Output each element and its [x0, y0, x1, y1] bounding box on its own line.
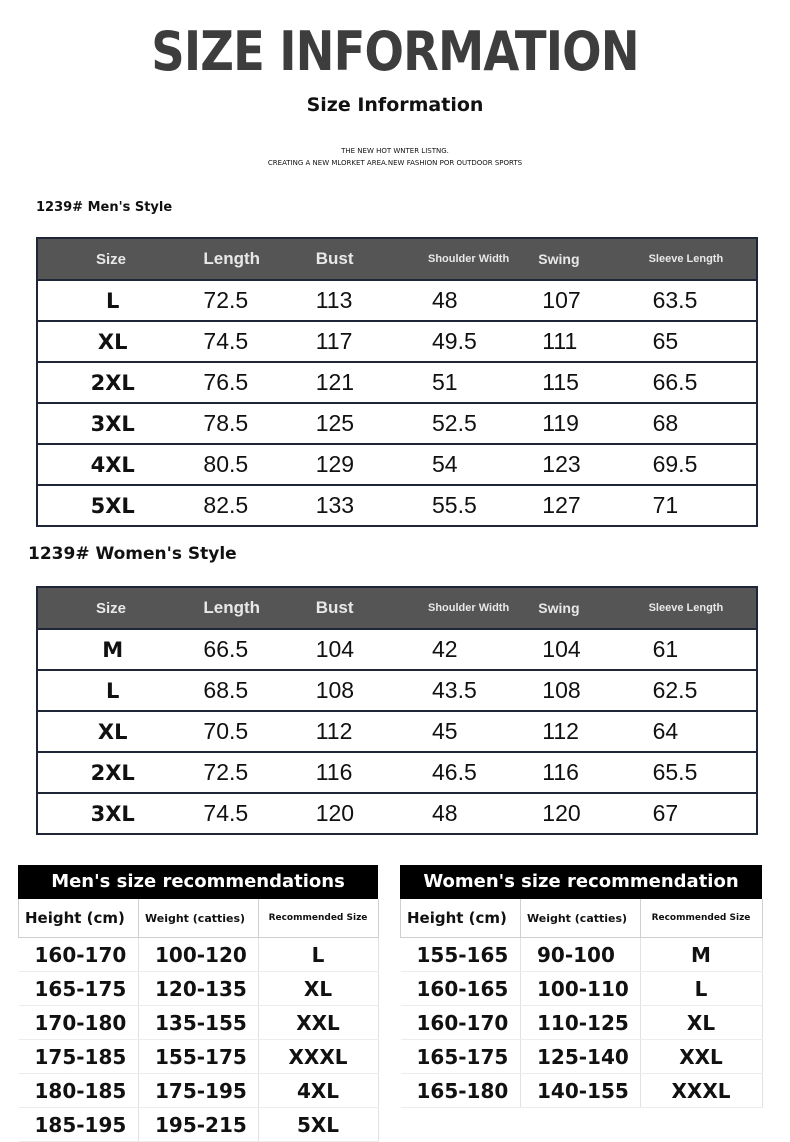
table-row: [401, 938, 763, 972]
size-cell: 3XL: [37, 793, 187, 834]
swing-cell: 112: [522, 711, 632, 752]
col-bust-header: Bust: [300, 238, 412, 280]
length-cell: 80.5: [187, 444, 299, 485]
tagline-line-1: THE NEW HOT WNTER LISTNG.: [341, 147, 449, 155]
table-header-row: [19, 899, 379, 938]
table-header-row: [37, 587, 757, 629]
table-row: [37, 629, 757, 670]
table-header-row: [401, 899, 763, 938]
table-header-row: [37, 238, 757, 280]
size-cell: 2XL: [37, 752, 187, 793]
col-sleeve-header: Sleeve Length: [633, 587, 757, 629]
sleeve-cell: 65: [633, 321, 757, 362]
shoulder-cell: 54: [412, 444, 522, 485]
shoulder-cell: 42: [412, 629, 522, 670]
height-cell: 185-195: [19, 1108, 139, 1142]
swing-cell: 108: [522, 670, 632, 711]
swing-cell: 127: [522, 485, 632, 526]
bust-cell: 116: [300, 752, 412, 793]
swing-cell: 119: [522, 403, 632, 444]
shoulder-cell: 51: [412, 362, 522, 403]
womens-style-label: 1239# Women's Style: [28, 544, 237, 564]
table-row: [37, 752, 757, 793]
size-cell: 3XL: [37, 403, 187, 444]
col-size-header: Size: [37, 587, 187, 629]
womens-recommendation-title: Women's size recommendation: [400, 865, 762, 899]
height-header: Height (cm): [19, 899, 139, 938]
col-shoulder-header: Shoulder Width: [412, 587, 522, 629]
size-cell: XL: [37, 711, 187, 752]
shoulder-cell: 46.5: [412, 752, 522, 793]
length-cell: 70.5: [187, 711, 299, 752]
table-row: [37, 362, 757, 403]
recommended-size-cell: M: [641, 938, 763, 972]
table-row: [37, 670, 757, 711]
swing-cell: 116: [522, 752, 632, 793]
col-swing-header: Swing: [522, 587, 632, 629]
shoulder-cell: 43.5: [412, 670, 522, 711]
table-row: [401, 1040, 763, 1074]
col-swing-header: Swing: [522, 238, 632, 280]
height-cell: 160-170: [19, 938, 139, 972]
recommended-size-cell: 5XL: [259, 1108, 379, 1142]
shoulder-cell: 45: [412, 711, 522, 752]
size-cell: 4XL: [37, 444, 187, 485]
length-cell: 72.5: [187, 752, 299, 793]
bust-cell: 117: [300, 321, 412, 362]
swing-cell: 123: [522, 444, 632, 485]
recommended-size-cell: L: [259, 938, 379, 972]
length-cell: 82.5: [187, 485, 299, 526]
table-row: [37, 444, 757, 485]
sleeve-cell: 62.5: [633, 670, 757, 711]
mens-size-table: [36, 237, 758, 527]
table-row: [19, 972, 379, 1006]
sleeve-cell: 64: [633, 711, 757, 752]
table-row: [19, 1074, 379, 1108]
size-cell: XL: [37, 321, 187, 362]
bust-cell: 133: [300, 485, 412, 526]
shoulder-cell: 52.5: [412, 403, 522, 444]
table-row: [401, 1006, 763, 1040]
recommended-size-cell: L: [641, 972, 763, 1006]
length-cell: 74.5: [187, 321, 299, 362]
bust-cell: 104: [300, 629, 412, 670]
weight-cell: 195-215: [139, 1108, 259, 1142]
col-bust-header: Bust: [300, 587, 412, 629]
sleeve-cell: 68: [633, 403, 757, 444]
weight-cell: 110-125: [521, 1006, 641, 1040]
col-shoulder-header: Shoulder Width: [412, 238, 522, 280]
page-title: SIZE INFORMATION: [151, 20, 639, 83]
table-row: [37, 403, 757, 444]
sleeve-cell: 69.5: [633, 444, 757, 485]
size-cell: 2XL: [37, 362, 187, 403]
recommended-size-cell: XL: [259, 972, 379, 1006]
weight-cell: 120-135: [139, 972, 259, 1006]
weight-cell: 135-155: [139, 1006, 259, 1040]
shoulder-cell: 48: [412, 793, 522, 834]
table-row: [19, 1040, 379, 1074]
swing-cell: 120: [522, 793, 632, 834]
weight-cell: 175-195: [139, 1074, 259, 1108]
sleeve-cell: 71: [633, 485, 757, 526]
table-row: [37, 711, 757, 752]
height-cell: 165-175: [401, 1040, 521, 1074]
table-row: [401, 1074, 763, 1108]
bust-cell: 120: [300, 793, 412, 834]
height-cell: 165-180: [401, 1074, 521, 1108]
height-cell: 180-185: [19, 1074, 139, 1108]
recommended-size-cell: XL: [641, 1006, 763, 1040]
weight-cell: 140-155: [521, 1074, 641, 1108]
table-row: [401, 972, 763, 1006]
length-cell: 72.5: [187, 280, 299, 321]
recommended-size-header: Recommended Size: [641, 899, 763, 938]
swing-cell: 104: [522, 629, 632, 670]
length-cell: 68.5: [187, 670, 299, 711]
length-cell: 66.5: [187, 629, 299, 670]
bust-cell: 129: [300, 444, 412, 485]
table-row: [37, 793, 757, 834]
size-cell: M: [37, 629, 187, 670]
recommended-size-cell: XXL: [259, 1006, 379, 1040]
recommended-size-cell: 4XL: [259, 1074, 379, 1108]
sleeve-cell: 67: [633, 793, 757, 834]
length-cell: 78.5: [187, 403, 299, 444]
bust-cell: 121: [300, 362, 412, 403]
sleeve-cell: 65.5: [633, 752, 757, 793]
length-cell: 74.5: [187, 793, 299, 834]
swing-cell: 115: [522, 362, 632, 403]
weight-header: Weight (catties): [521, 899, 641, 938]
height-cell: 175-185: [19, 1040, 139, 1074]
height-header: Height (cm): [401, 899, 521, 938]
weight-cell: 125-140: [521, 1040, 641, 1074]
table-row: [37, 280, 757, 321]
swing-cell: 111: [522, 321, 632, 362]
weight-header: Weight (catties): [139, 899, 259, 938]
bust-cell: 113: [300, 280, 412, 321]
height-cell: 160-170: [401, 1006, 521, 1040]
swing-cell: 107: [522, 280, 632, 321]
sleeve-cell: 61: [633, 629, 757, 670]
size-cell: L: [37, 670, 187, 711]
weight-cell: 90-100: [521, 938, 641, 972]
weight-cell: 155-175: [139, 1040, 259, 1074]
table-row: [19, 938, 379, 972]
col-length-header: Length: [187, 587, 299, 629]
page-subtitle: Size Information: [306, 94, 484, 116]
mens-recommendation-table: [18, 899, 379, 1142]
weight-cell: 100-110: [521, 972, 641, 1006]
mens-style-label: 1239# Men's Style: [36, 200, 173, 215]
col-length-header: Length: [187, 238, 299, 280]
shoulder-cell: 49.5: [412, 321, 522, 362]
shoulder-cell: 55.5: [412, 485, 522, 526]
bust-cell: 112: [300, 711, 412, 752]
col-size-header: Size: [37, 238, 187, 280]
height-cell: 155-165: [401, 938, 521, 972]
sleeve-cell: 66.5: [633, 362, 757, 403]
height-cell: 165-175: [19, 972, 139, 1006]
height-cell: 160-165: [401, 972, 521, 1006]
size-cell: L: [37, 280, 187, 321]
table-row: [19, 1006, 379, 1040]
size-cell: 5XL: [37, 485, 187, 526]
recommended-size-cell: XXL: [641, 1040, 763, 1074]
weight-cell: 100-120: [139, 938, 259, 972]
recommended-size-cell: XXXL: [259, 1040, 379, 1074]
bust-cell: 108: [300, 670, 412, 711]
womens-recommendation-table: [400, 899, 763, 1108]
recommended-size-header: Recommended Size: [259, 899, 379, 938]
length-cell: 76.5: [187, 362, 299, 403]
shoulder-cell: 48: [412, 280, 522, 321]
table-row: [19, 1108, 379, 1142]
recommended-size-cell: XXXL: [641, 1074, 763, 1108]
table-row: [37, 321, 757, 362]
bust-cell: 125: [300, 403, 412, 444]
mens-recommendation-title: Men's size recommendations: [18, 865, 378, 899]
womens-size-table: [36, 586, 758, 835]
height-cell: 170-180: [19, 1006, 139, 1040]
tagline-line-2: CREATING A NEW MLORKET AREA.NEW FASHION POR OUTDOOR SPORTS: [267, 159, 523, 167]
sleeve-cell: 63.5: [633, 280, 757, 321]
table-row: [37, 485, 757, 526]
col-sleeve-header: Sleeve Length: [633, 238, 757, 280]
